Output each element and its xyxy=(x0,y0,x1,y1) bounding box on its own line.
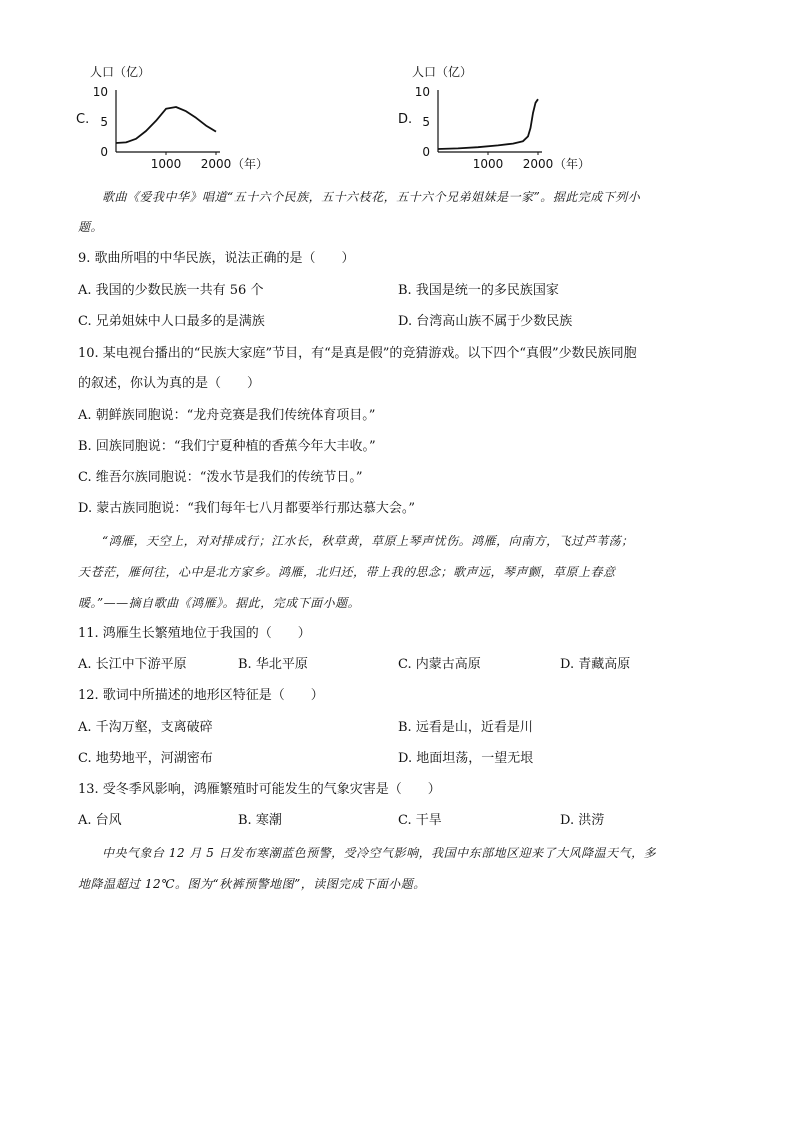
q10-option-d[interactable]: D. 蒙古族同胞说：“我们每年七八月都要举行那达慕大会。” xyxy=(78,501,416,516)
q11-stem: 11. 鸿雁生长繁殖地位于我国的（ ） xyxy=(78,626,311,641)
q13-option-c[interactable]: C. 干旱 xyxy=(398,813,442,828)
intro-2-line-1: “鸿雁，天空上，对对排成行；江水长，秋草黄，草原上琴声忧伤。鸿雁，向南方，飞过芦苇荡； xyxy=(102,534,634,548)
q12-option-c[interactable]: C. 地势地平，河湖密布 xyxy=(78,751,213,766)
intro-2-line-2: 天苍茫，雁何往，心中是北方家乡。鸿雁，北归还，带上我的思念；歌声远，琴声颤，草原上春意 xyxy=(78,565,616,579)
intro-3-line-2: 地降温超过 12℃。图为“秋裤预警地图”，读图完成下面小题。 xyxy=(78,877,426,891)
q13-option-b[interactable]: B. 寒潮 xyxy=(238,813,282,828)
intro-2-line-3: 暖。”——摘自歌曲《鸿雁》。据此，完成下面小题。 xyxy=(78,596,361,610)
option-d-label: D. xyxy=(398,112,413,127)
q12-stem: 12. 歌词中所描述的地形区特征是（ ） xyxy=(78,688,324,703)
intro-3-line-1: 中央气象台 12 月 5 日发布寒潮蓝色预警，受冷空气影响，我国中东部地区迎来了大风降温天气，多 xyxy=(102,846,657,860)
q10-stem-line-2: 的叙述，你认为真的是（ ） xyxy=(78,376,261,391)
chart-c-ytick-10: 10 xyxy=(92,85,108,99)
q9-option-d[interactable]: D. 台湾高山族不属于少数民族 xyxy=(398,314,573,329)
q12-option-d[interactable]: D. 地面坦荡，一望无垠 xyxy=(398,751,534,766)
q13-option-d[interactable]: D. 洪涝 xyxy=(560,813,605,828)
population-chart-d xyxy=(412,62,602,177)
chart-d-series-line xyxy=(438,99,538,149)
q11-option-c[interactable]: C. 内蒙古高原 xyxy=(398,657,481,672)
chart-d-xtick-1000: 1000 xyxy=(472,157,504,171)
chart-c-xtick-2000: 2000 xyxy=(200,157,232,171)
population-chart-c-svg xyxy=(90,62,280,177)
population-chart-c xyxy=(90,62,280,177)
chart-d-ytick-5: 5 xyxy=(422,115,430,129)
q10-option-b[interactable]: B. 回族同胞说：“我们宁夏种植的香蕉今年大丰收。” xyxy=(78,439,376,454)
chart-d-xunit: （年） xyxy=(554,157,591,171)
q11-option-d[interactable]: D. 青藏高原 xyxy=(560,657,631,672)
chart-c-xunit: （年） xyxy=(232,157,269,171)
q10-option-a[interactable]: A. 朝鲜族同胞说：“龙舟竞赛是我们传统体育项目。” xyxy=(78,408,376,423)
chart-c-series-line xyxy=(116,107,216,143)
q10-stem-line-1: 10. 某电视台播出的“民族大家庭”节目，有“是真是假”的竞猜游戏。以下四个“真假”少数民族同胞 xyxy=(78,346,637,361)
q12-option-a[interactable]: A. 千沟万壑，支离破碎 xyxy=(78,720,213,735)
chart-d-ytick-10: 10 xyxy=(414,85,430,99)
q11-option-a[interactable]: A. 长江中下游平原 xyxy=(78,657,187,672)
chart-c-ylabel: 人口（亿） xyxy=(90,65,151,79)
q11-option-b[interactable]: B. 华北平原 xyxy=(238,657,308,672)
chart-c-ytick-0: 0 xyxy=(100,145,108,159)
option-c-label: C. xyxy=(76,112,90,127)
q9-option-c[interactable]: C. 兄弟姐妹中人口最多的是满族 xyxy=(78,314,265,329)
chart-c-xtick-1000: 1000 xyxy=(150,157,182,171)
chart-c-ytick-5: 5 xyxy=(100,115,108,129)
chart-d-ytick-0: 0 xyxy=(422,145,430,159)
chart-d-ylabel: 人口（亿） xyxy=(412,65,473,79)
intro-1-line-1: 歌曲《爱我中华》唱道“五十六个民族，五十六枝花，五十六个兄弟姐妹是一家”。据此完成下列小 xyxy=(102,190,641,204)
q13-option-a[interactable]: A. 台风 xyxy=(78,813,122,828)
q9-option-b[interactable]: B. 我国是统一的多民族国家 xyxy=(398,283,559,298)
population-chart-d-svg xyxy=(412,62,602,177)
q13-stem: 13. 受冬季风影响，鸿雁繁殖时可能发生的气象灾害是（ ） xyxy=(78,782,441,797)
q12-option-b[interactable]: B. 远看是山，近看是川 xyxy=(398,720,533,735)
chart-d-xtick-2000: 2000 xyxy=(522,157,554,171)
q10-option-c[interactable]: C. 维吾尔族同胞说：“泼水节是我们的传统节日。” xyxy=(78,470,363,485)
q9-stem: 9. 歌曲所唱的中华民族，说法正确的是（ ） xyxy=(78,251,355,266)
q9-option-a[interactable]: A. 我国的少数民族一共有 56 个 xyxy=(78,283,264,298)
intro-1-line-2: 题。 xyxy=(78,220,104,234)
